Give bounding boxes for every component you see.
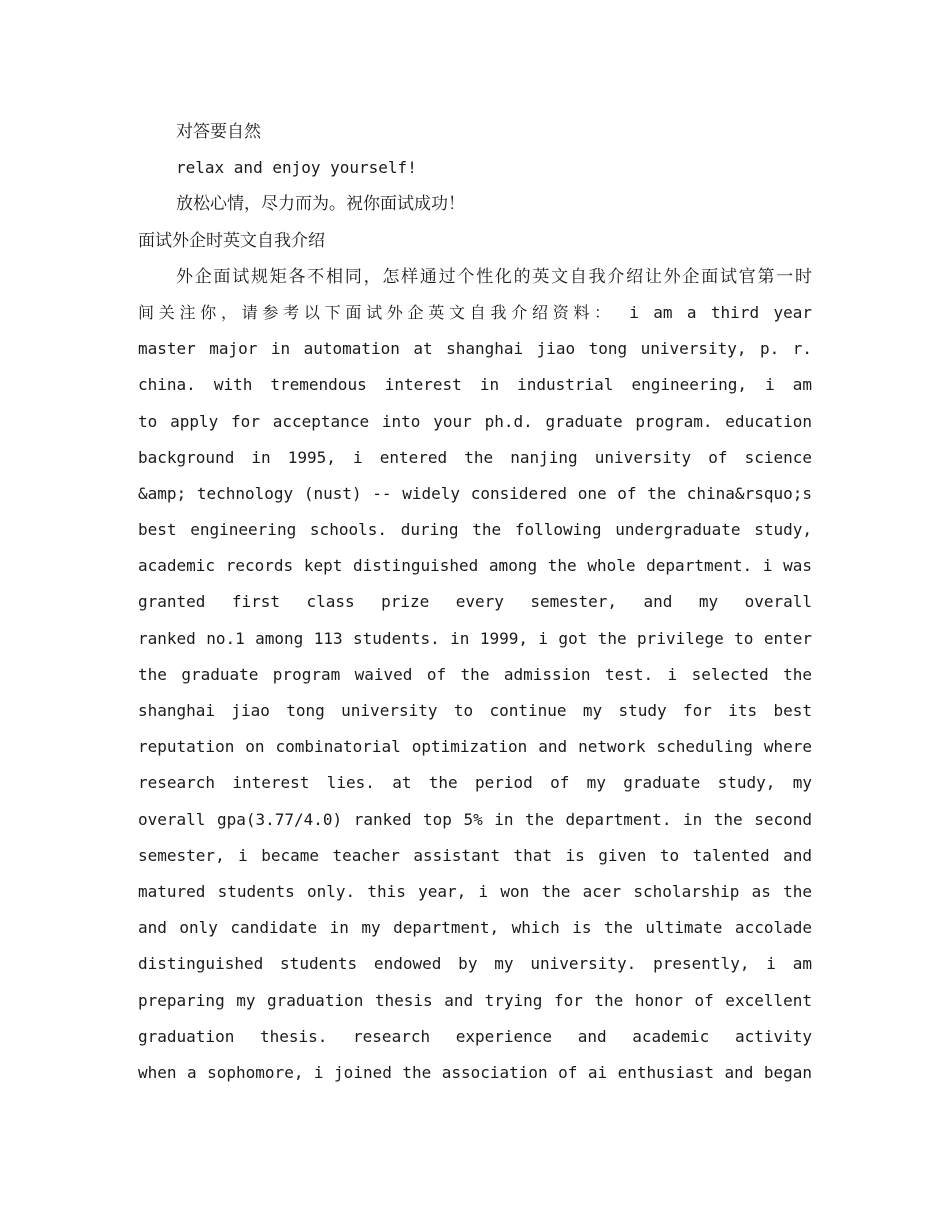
body-line: semester, i became teacher assistant that is given to talented and: [138, 845, 812, 865]
body-line: master major in automation at shanghai jiao tong university, p. r.: [138, 339, 812, 359]
body-line: 间关注你，请参考以下面试外企英文自我介绍资料： i am a third year: [138, 302, 812, 322]
body-line: granted first class prize every semester, and my overall: [138, 592, 812, 612]
body-line: ranked no.1 among 113 students. in 1999, i got the privilege to enter: [138, 628, 812, 648]
body-line: relax and enjoy yourself!: [176, 158, 417, 178]
body-line: distinguished students endowed by my university. presently, i am: [138, 954, 812, 974]
body-line: and only candidate in my department, which is the ultimate accolade: [138, 918, 812, 938]
body-line: 外企面试规矩各不相同，怎样通过个性化的英文自我介绍让外企面试官第一时: [176, 266, 812, 287]
body-line: reputation on combinatorial optimization and network scheduling where: [138, 737, 812, 757]
body-line: china. with tremendous interest in industrial engineering, i am: [138, 375, 812, 395]
body-line: matured students only. this year, i won the acer scholarship as the: [138, 881, 812, 901]
document-body: [138, 114, 812, 1091]
body-line: shanghai jiao tong university to continue my study for its best: [138, 701, 812, 720]
body-line: preparing my graduation thesis and trying for the honor of excellent: [138, 990, 812, 1010]
body-line: graduation thesis. research experience and academic activity: [138, 1026, 812, 1046]
body-line: to apply for acceptance into your ph.d. graduate program. education: [138, 411, 812, 431]
body-line: 放松心情，尽力而为。祝你面试成功！: [176, 194, 465, 215]
body-line: the graduate program waived of the admission test. i selected the: [138, 664, 812, 684]
body-line: 对答要自然: [176, 122, 261, 142]
body-line: background in 1995, i entered the nanjing university of science: [138, 447, 812, 467]
body-line: &amp; technology (nust) -- widely considered one of the china&rsquo;s: [138, 483, 812, 503]
section-heading: 面试外企时英文自我介绍: [138, 230, 325, 251]
body-line: best engineering schools. during the following undergraduate study,: [138, 520, 812, 540]
body-line: research interest lies. at the period of my graduate study, my: [138, 773, 812, 793]
body-line: overall gpa(3.77/4.0) ranked top 5% in the department. in the second: [138, 809, 812, 829]
body-line: academic records kept distinguished among the whole department. i was: [138, 556, 812, 576]
body-line: when a sophomore, i joined the association of ai enthusiast and began: [138, 1062, 812, 1082]
